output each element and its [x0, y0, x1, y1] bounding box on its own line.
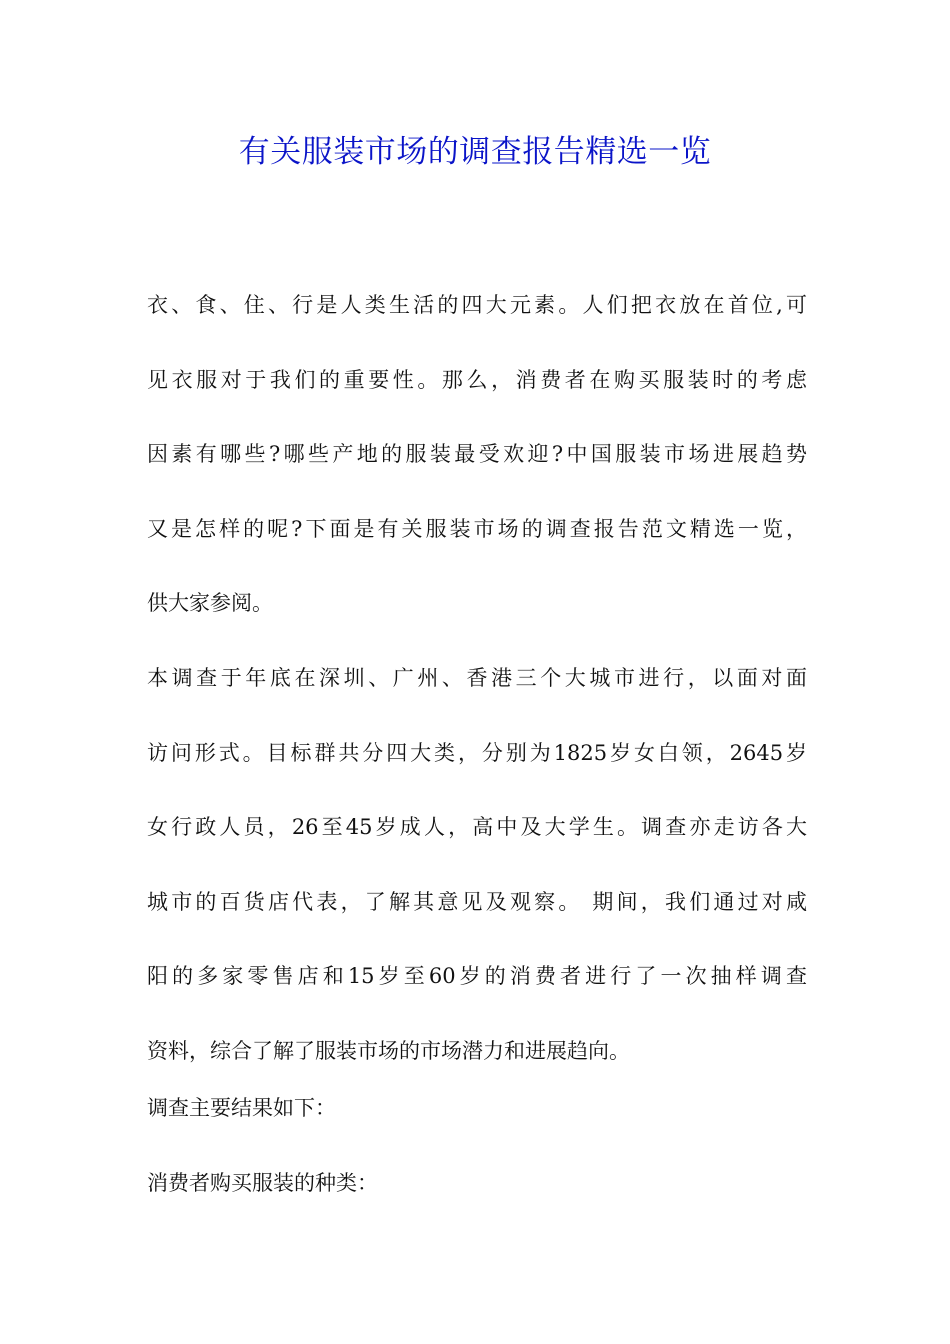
method-line: 访问形式。目标群共分四大类，分别为1825岁女白领，2645岁: [147, 740, 807, 765]
intro-line: 因素有哪些?哪些产地的服装最受欢迎?中国服装市场进展趋势: [147, 442, 807, 466]
category-heading: 消费者购买服装的种类：: [147, 1171, 378, 1195]
method-paragraph: [147, 641, 807, 1088]
intro-line: 又是怎样的呢?下面是有关服装市场的调查报告范文精选一览，: [147, 516, 807, 541]
intro-line: 见衣服对于我们的重要性。那么，消费者在购买服装时的考虑: [147, 367, 807, 392]
document-title: 有关服装市场的调查报告精选一览: [238, 134, 712, 170]
method-line: 资料，综合了解了服装市场的市场潜力和进展趋向。: [147, 1038, 630, 1063]
method-line: 本调查于年底在深圳、广州、香港三个大城市进行，以面对面: [147, 666, 807, 690]
method-line: 阳的多家零售店和15岁至60岁的消费者进行了一次抽样调查: [147, 964, 807, 988]
intro-line: 供大家参阅。: [147, 591, 273, 615]
method-line: 女行政人员，26至45岁成人，高中及大学生。调查亦走访各大: [147, 815, 807, 839]
method-line: 城市的百货店代表，了解其意见及观察。 期间，我们通过对咸: [147, 889, 807, 914]
intro-line: 衣、食、住、行是人类生活的四大元素。人们把衣放在首位,可: [147, 293, 807, 317]
intro-paragraph: [147, 268, 807, 641]
results-heading: 调查主要结果如下：: [147, 1096, 336, 1120]
